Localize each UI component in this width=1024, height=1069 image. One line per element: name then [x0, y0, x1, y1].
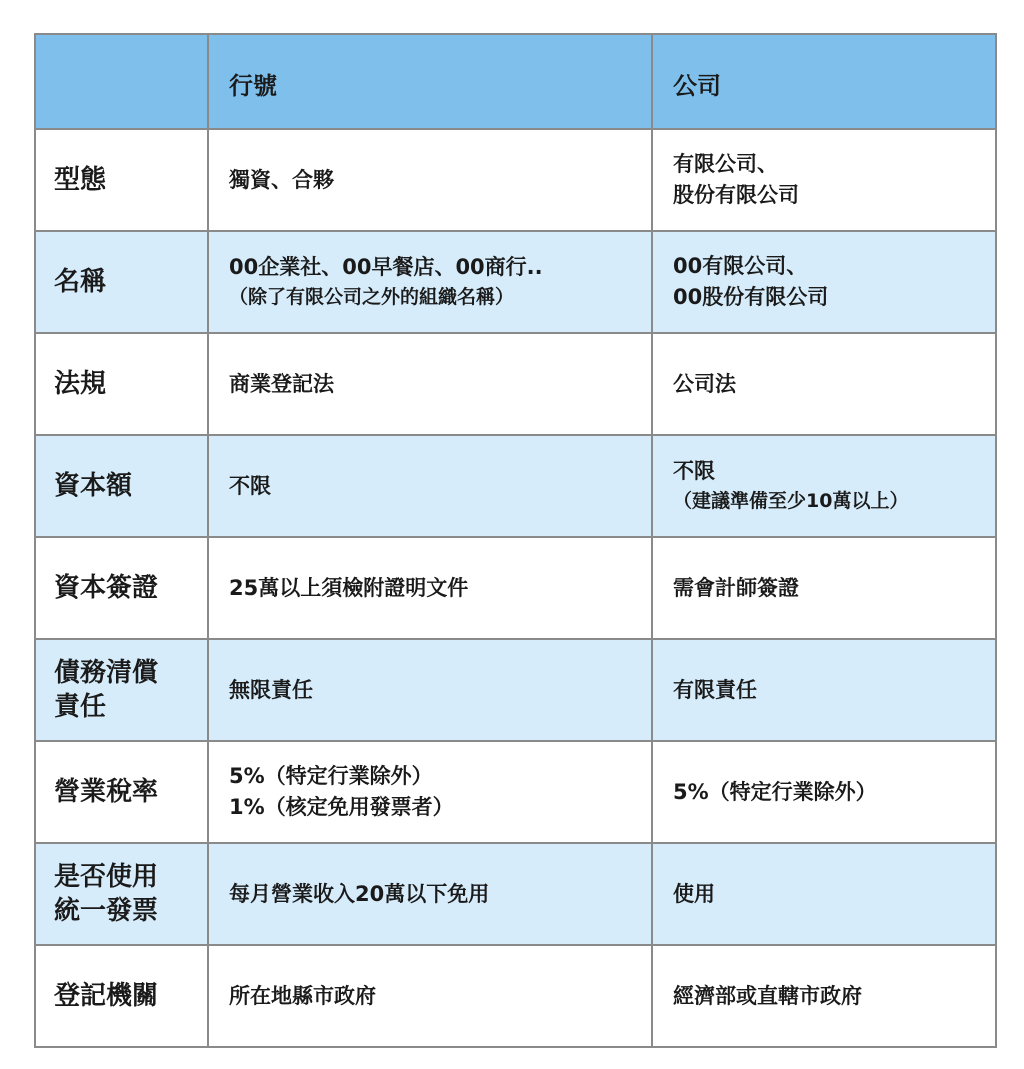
- business-name-cell: [208, 231, 652, 333]
- business-name-cell: [208, 537, 652, 639]
- company-value-line: 5%（特定行業除外）: [673, 779, 877, 804]
- business-name-cell: [208, 639, 652, 741]
- business-name-cell: [208, 435, 652, 537]
- table-row: [35, 129, 996, 231]
- business-name-value-line: 獨資、合夥: [229, 167, 334, 192]
- business-name-cell: [208, 129, 652, 231]
- business-name-value-line: 所在地縣市政府: [229, 983, 376, 1008]
- business-name-value-line: 不限: [229, 473, 271, 498]
- table-row: [35, 333, 996, 435]
- business-name-value-line: 00企業社、00早餐店、00商行..: [229, 255, 543, 279]
- business-name-value-line: 每月營業收入20萬以下免用: [229, 881, 490, 906]
- company-value-line: 00有限公司、: [673, 254, 808, 278]
- company-value-line: 00股份有限公司: [673, 285, 829, 309]
- company-cell: [652, 537, 996, 639]
- company-value-line: 有限責任: [673, 677, 757, 702]
- business-name-cell: [208, 843, 652, 945]
- table-row: [35, 537, 996, 639]
- header-business-name: 行號: [208, 34, 652, 129]
- row-label-line: 統一發票: [54, 896, 159, 926]
- row-label-cell: [35, 333, 208, 435]
- row-label-cell: [35, 945, 208, 1047]
- company-value-note: （建議準備至少10萬以上）: [673, 490, 909, 512]
- table-row: [35, 231, 996, 333]
- header-company: 公司: [652, 34, 996, 129]
- company-cell: [652, 435, 996, 537]
- row-label-line: 責任: [54, 692, 107, 722]
- row-label-cell: [35, 843, 208, 945]
- company-value-line: 使用: [673, 881, 715, 906]
- business-name-value-note: （除了有限公司之外的組織名稱）: [229, 286, 515, 308]
- row-label-line: 是否使用: [54, 862, 159, 892]
- company-value-line: 經濟部或直轄市政府: [673, 983, 862, 1008]
- comparison-table: [34, 33, 997, 1048]
- company-value-line: 公司法: [673, 371, 736, 396]
- business-name-cell: [208, 741, 652, 843]
- row-label-line: 資本額: [54, 471, 133, 501]
- table-row: [35, 741, 996, 843]
- row-label-line: 資本簽證: [54, 573, 159, 603]
- row-label-cell: [35, 537, 208, 639]
- company-cell: [652, 129, 996, 231]
- company-cell: [652, 333, 996, 435]
- row-label-line: 法規: [54, 369, 107, 399]
- company-cell: [652, 231, 996, 333]
- row-label-cell: [35, 639, 208, 741]
- row-label-cell: [35, 129, 208, 231]
- business-name-value-line: 1%（核定免用發票者）: [229, 795, 454, 819]
- row-label-line: 營業稅率: [54, 777, 159, 807]
- company-cell: [652, 843, 996, 945]
- business-name-cell: [208, 945, 652, 1047]
- row-label-cell: [35, 231, 208, 333]
- row-label-cell: [35, 741, 208, 843]
- header-row: [35, 34, 996, 129]
- business-name-value-line: 5%（特定行業除外）: [229, 764, 433, 788]
- company-value-line: 不限: [673, 459, 715, 483]
- business-name-value-line: 無限責任: [229, 677, 313, 702]
- row-label-line: 型態: [54, 165, 107, 195]
- table-row: [35, 639, 996, 741]
- company-cell: [652, 741, 996, 843]
- company-value-line: 需會計師簽證: [673, 575, 799, 600]
- row-label-line: 債務清償: [54, 658, 159, 688]
- company-cell: [652, 945, 996, 1047]
- header-corner-cell: [35, 34, 208, 129]
- table-row: [35, 945, 996, 1047]
- table-row: [35, 435, 996, 537]
- row-label-cell: [35, 435, 208, 537]
- company-cell: [652, 639, 996, 741]
- business-name-cell: [208, 333, 652, 435]
- company-value-line: 股份有限公司: [673, 183, 799, 207]
- row-label-line: 名稱: [54, 267, 107, 297]
- row-label-line: 登記機關: [54, 981, 159, 1011]
- company-value-line: 有限公司、: [673, 152, 778, 176]
- table-row: [35, 843, 996, 945]
- business-name-value-line: 25萬以上須檢附證明文件: [229, 575, 469, 600]
- business-name-value-line: 商業登記法: [229, 371, 334, 396]
- comparison-table-container: [34, 33, 995, 1048]
